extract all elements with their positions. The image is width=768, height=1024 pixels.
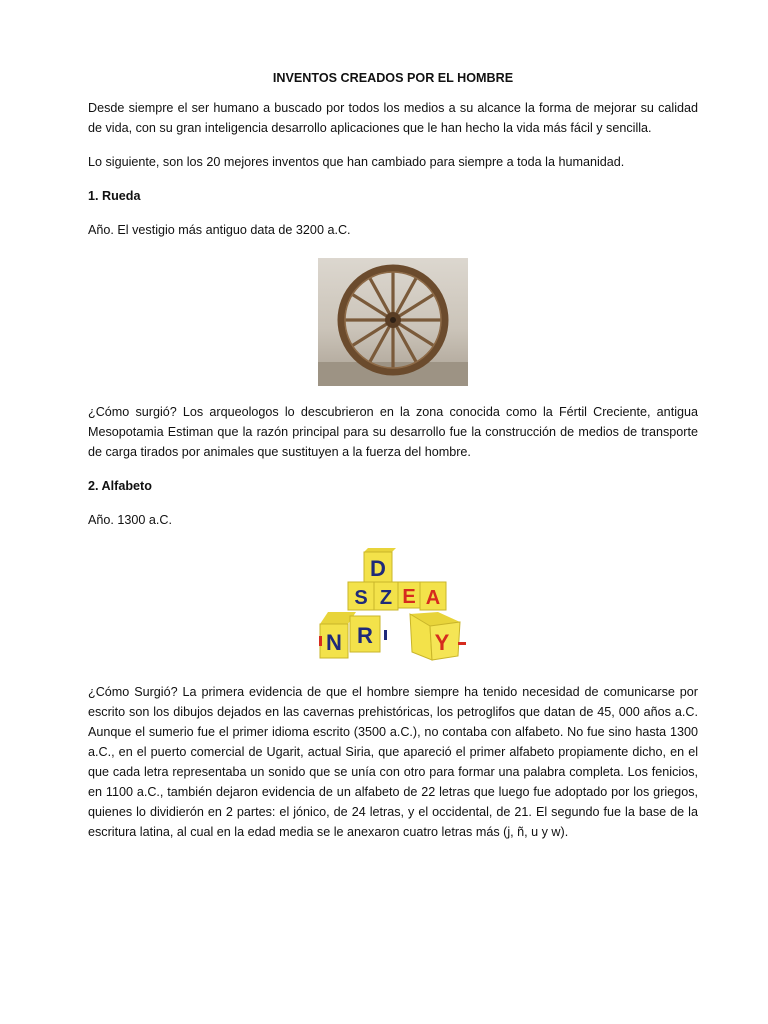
wheel-photo xyxy=(318,258,468,386)
wooden-wheel-illustration xyxy=(318,258,468,386)
block-y xyxy=(410,612,460,660)
block-letter: S xyxy=(354,587,368,609)
section-year-alfabeto: Año. 1300 a.C. xyxy=(88,513,173,527)
wheel-axle xyxy=(390,317,396,323)
alphabet-blocks-photo xyxy=(318,548,468,666)
document-content xyxy=(88,68,698,856)
section-year-rueda: Año. El vestigio más antiguo data de 3200 a.C. xyxy=(88,223,351,237)
block-e xyxy=(398,582,420,608)
section-heading-rueda: 1. Rueda xyxy=(88,189,141,203)
wheel-image xyxy=(88,254,698,402)
block-letter: D xyxy=(370,556,386,581)
lead-paragraph: Lo siguiente, son los 20 mejores inventos que han cambiado para siempre a toda la humanidad. xyxy=(88,155,625,169)
block-letter: Z xyxy=(379,587,393,609)
block-letter: N xyxy=(326,630,342,655)
alphabet-image xyxy=(88,544,698,682)
block-letter: E xyxy=(402,586,416,608)
section-body-alfabeto: ¿Cómo Surgió? La primera evidencia de que el hombre siempre ha tenido necesidad de comunicarse por escrito son los dibujos dejados en las cavernas prehistóricas, los petroglifos que datan de 45, 000 años a.C. Aunque el sumerio fue el primer idioma escrito (3500 a.C.), no contaba con alfabeto. No fue sino hasta 1300 a.C., en el puerto comercial de Ugarit, actual Siria, que apareció el primer alfabeto propiamente dicho, en el que cada letra representaba un sonido que se unía con otro para formar una palabra completa. Los fenicios, en 1100 a.C., también dejaron evidencia de un alfabeto de 22 letras que luego fue adoptado por los griegos, quienes lo dividierón en 2 partes: el jónico, de 24 letras, y el occidental, de 21. El segundo fue la base de la escritura latina, al cual en la edad media se le anexaron cuatro letras más (j, ñ, u y w). xyxy=(88,685,698,839)
document-title: INVENTOS CREADOS POR EL HOMBRE xyxy=(272,71,514,85)
section-heading-alfabeto: 2. Alfabeto xyxy=(88,479,152,493)
block-z xyxy=(374,582,398,610)
block-s xyxy=(348,582,374,610)
block-letter: R xyxy=(357,623,373,648)
alphabet-blocks-illustration xyxy=(318,548,468,666)
intro-paragraph: Desde siempre el ser humano a buscado por todos los medios a su alcance la forma de mejorar su calidad de vida, con su gran inteligencia desarrollo aplicaciones que le han hecho la vida más fácil y sencilla. xyxy=(88,101,698,135)
section-body-rueda: ¿Cómo surgió? Los arqueologos lo descubrieron en la zona conocida como la Fértil Creciente, antigua Mesopotamia Estiman que la razón principal para su desarrollo fue la construcción de medios de transporte de carga tirados por animales que sustituyen a la fuerza del hombre. xyxy=(88,405,698,459)
block-letter: Y xyxy=(434,630,450,655)
block-a xyxy=(420,582,446,610)
block-letter: A xyxy=(425,587,441,609)
block-r xyxy=(350,616,380,652)
block-d xyxy=(364,548,396,582)
